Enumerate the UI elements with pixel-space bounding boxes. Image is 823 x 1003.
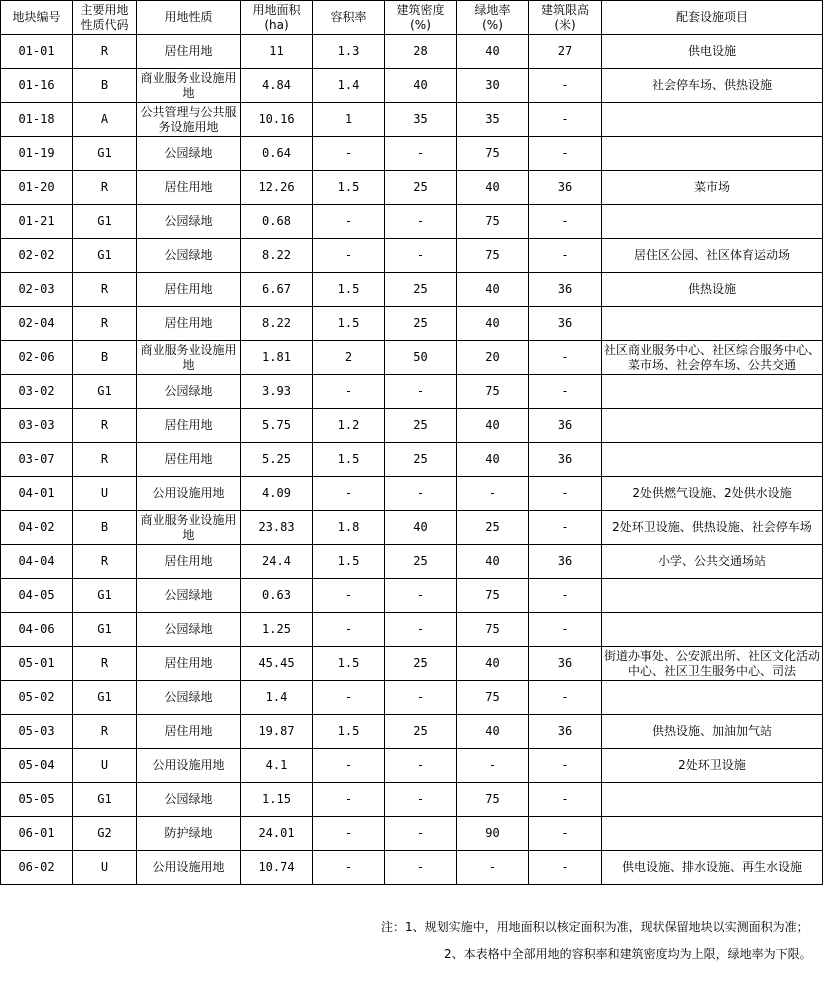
col-parcel-id: 01-20 xyxy=(1,171,73,205)
col-landuse-code: B xyxy=(73,511,137,545)
table-row xyxy=(1,681,823,715)
footnote-1: 注：1、规划实施中，用地面积以核定面积为准，现状保留地块以实测面积为准； xyxy=(381,920,809,934)
col-parcel-id: 02-04 xyxy=(1,307,73,341)
col-far: - xyxy=(313,239,385,273)
col-density: 40 xyxy=(385,511,457,545)
col-green-ratio: 75 xyxy=(457,239,529,273)
col-density: 25 xyxy=(385,171,457,205)
col-far: 1.3 xyxy=(313,35,385,69)
header-facilities xyxy=(602,1,823,35)
col-green-ratio: - xyxy=(457,749,529,783)
header-parcel-id xyxy=(1,1,73,35)
col-landuse-type: 公用设施用地 xyxy=(137,749,241,783)
table-row xyxy=(1,511,823,545)
col-facilities xyxy=(602,681,823,715)
col-density: 25 xyxy=(385,273,457,307)
col-facilities: 小学、公共交通场站 xyxy=(602,545,823,579)
col-landuse-code: G1 xyxy=(73,375,137,409)
header-height-limit xyxy=(529,1,602,35)
col-green-ratio: 40 xyxy=(457,307,529,341)
header-text: (%) xyxy=(410,17,431,32)
col-green-ratio: - xyxy=(457,477,529,511)
col-landuse-code: G1 xyxy=(73,205,137,239)
col-facilities xyxy=(602,613,823,647)
table-row xyxy=(1,35,823,69)
header-text: 主要用地 xyxy=(80,2,129,17)
table-row xyxy=(1,205,823,239)
col-area: 1.15 xyxy=(241,783,313,817)
col-landuse-type: 居住用地 xyxy=(137,409,241,443)
col-parcel-id: 02-06 xyxy=(1,341,73,375)
header-text: (米) xyxy=(554,17,576,32)
col-area: 4.09 xyxy=(241,477,313,511)
col-facilities: 街道办事处、公安派出所、社区文化活动中心、社区卫生服务中心、司法 xyxy=(602,647,823,681)
col-facilities: 2处环卫设施 xyxy=(602,749,823,783)
col-parcel-id: 01-16 xyxy=(1,69,73,103)
col-height-limit: - xyxy=(529,341,602,375)
table-row xyxy=(1,851,823,885)
col-height-limit: - xyxy=(529,749,602,783)
col-far: - xyxy=(313,579,385,613)
col-height-limit: - xyxy=(529,783,602,817)
col-landuse-type: 居住用地 xyxy=(137,545,241,579)
col-facilities xyxy=(602,817,823,851)
table-row xyxy=(1,409,823,443)
col-facilities: 菜市场 xyxy=(602,171,823,205)
col-facilities xyxy=(602,205,823,239)
col-green-ratio: 30 xyxy=(457,69,529,103)
header-area xyxy=(241,1,313,35)
col-density: 25 xyxy=(385,715,457,749)
col-far: 1.5 xyxy=(313,307,385,341)
col-area: 10.74 xyxy=(241,851,313,885)
col-landuse-code: G1 xyxy=(73,137,137,171)
table-row xyxy=(1,579,823,613)
col-far: 1.5 xyxy=(313,443,385,477)
col-far: 1.5 xyxy=(313,715,385,749)
col-parcel-id: 05-01 xyxy=(1,647,73,681)
table-row xyxy=(1,171,823,205)
col-height-limit: 36 xyxy=(529,715,602,749)
col-facilities: 供热设施、加油加气站 xyxy=(602,715,823,749)
col-landuse-type: 居住用地 xyxy=(137,307,241,341)
table-row xyxy=(1,817,823,851)
header-text: 容积率 xyxy=(330,10,367,24)
col-area: 11 xyxy=(241,35,313,69)
col-far: 1.2 xyxy=(313,409,385,443)
col-area: 0.64 xyxy=(241,137,313,171)
table-row xyxy=(1,613,823,647)
col-facilities xyxy=(602,443,823,477)
col-parcel-id: 04-06 xyxy=(1,613,73,647)
col-density: - xyxy=(385,681,457,715)
col-height-limit: - xyxy=(529,851,602,885)
table-row xyxy=(1,239,823,273)
col-parcel-id: 01-18 xyxy=(1,103,73,137)
col-landuse-code: U xyxy=(73,749,137,783)
col-density: - xyxy=(385,749,457,783)
col-green-ratio: 75 xyxy=(457,137,529,171)
col-height-limit: - xyxy=(529,103,602,137)
col-green-ratio: 75 xyxy=(457,375,529,409)
col-density: - xyxy=(385,817,457,851)
header-text: 性质代码 xyxy=(80,17,129,32)
col-landuse-code: G1 xyxy=(73,613,137,647)
header-far xyxy=(313,1,385,35)
col-parcel-id: 04-02 xyxy=(1,511,73,545)
col-area: 19.87 xyxy=(241,715,313,749)
table-row xyxy=(1,69,823,103)
col-height-limit: 36 xyxy=(529,171,602,205)
col-landuse-code: R xyxy=(73,307,137,341)
col-green-ratio: 40 xyxy=(457,545,529,579)
col-area: 5.75 xyxy=(241,409,313,443)
col-landuse-type: 公园绿地 xyxy=(137,137,241,171)
col-far: 1.5 xyxy=(313,545,385,579)
header-text: 地块编号 xyxy=(12,10,61,24)
col-parcel-id: 01-21 xyxy=(1,205,73,239)
col-landuse-type: 公用设施用地 xyxy=(137,851,241,885)
col-density: 28 xyxy=(385,35,457,69)
header-text: (ha) xyxy=(264,17,289,32)
col-green-ratio: 35 xyxy=(457,103,529,137)
col-area: 24.01 xyxy=(241,817,313,851)
col-landuse-code: B xyxy=(73,69,137,103)
col-landuse-code: R xyxy=(73,171,137,205)
col-height-limit: - xyxy=(529,69,602,103)
col-density: 25 xyxy=(385,545,457,579)
col-area: 23.83 xyxy=(241,511,313,545)
col-area: 1.4 xyxy=(241,681,313,715)
col-landuse-type: 居住用地 xyxy=(137,171,241,205)
col-landuse-type: 公园绿地 xyxy=(137,579,241,613)
header-text: 绿地率 xyxy=(474,2,511,17)
col-far: 1.4 xyxy=(313,69,385,103)
col-green-ratio: 75 xyxy=(457,579,529,613)
col-landuse-type: 商业服务业设施用地 xyxy=(137,69,241,103)
col-far: - xyxy=(313,375,385,409)
col-green-ratio: 40 xyxy=(457,443,529,477)
col-green-ratio: 25 xyxy=(457,511,529,545)
col-green-ratio: 40 xyxy=(457,715,529,749)
table-row xyxy=(1,783,823,817)
header-landuse-code xyxy=(73,1,137,35)
col-density: 25 xyxy=(385,409,457,443)
header-text: 配套设施项目 xyxy=(675,10,748,24)
col-height-limit: 36 xyxy=(529,545,602,579)
table-row xyxy=(1,647,823,681)
header-text: 用地性质 xyxy=(164,10,213,24)
table-row xyxy=(1,137,823,171)
col-facilities: 2处环卫设施、供热设施、社会停车场 xyxy=(602,511,823,545)
col-landuse-code: R xyxy=(73,273,137,307)
col-density: - xyxy=(385,477,457,511)
col-landuse-type: 居住用地 xyxy=(137,647,241,681)
col-density: 25 xyxy=(385,647,457,681)
col-parcel-id: 02-02 xyxy=(1,239,73,273)
col-density: - xyxy=(385,783,457,817)
col-far: - xyxy=(313,681,385,715)
col-facilities: 居住区公园、社区体育运动场 xyxy=(602,239,823,273)
col-height-limit: 36 xyxy=(529,443,602,477)
col-parcel-id: 05-04 xyxy=(1,749,73,783)
col-landuse-code: U xyxy=(73,851,137,885)
col-height-limit: - xyxy=(529,477,602,511)
col-landuse-code: B xyxy=(73,341,137,375)
col-parcel-id: 04-01 xyxy=(1,477,73,511)
col-green-ratio: 75 xyxy=(457,205,529,239)
table-row xyxy=(1,545,823,579)
col-facilities xyxy=(602,783,823,817)
col-landuse-code: A xyxy=(73,103,137,137)
col-height-limit: - xyxy=(529,137,602,171)
col-landuse-type: 商业服务业设施用地 xyxy=(137,511,241,545)
col-landuse-type: 公园绿地 xyxy=(137,205,241,239)
col-green-ratio: 75 xyxy=(457,783,529,817)
col-green-ratio: 90 xyxy=(457,817,529,851)
col-green-ratio: 75 xyxy=(457,613,529,647)
header-text: (%) xyxy=(482,17,503,32)
col-parcel-id: 03-07 xyxy=(1,443,73,477)
col-far: - xyxy=(313,817,385,851)
col-green-ratio: 75 xyxy=(457,681,529,715)
col-area: 1.25 xyxy=(241,613,313,647)
col-parcel-id: 03-03 xyxy=(1,409,73,443)
col-area: 4.84 xyxy=(241,69,313,103)
col-green-ratio: 40 xyxy=(457,409,529,443)
col-height-limit: - xyxy=(529,681,602,715)
col-landuse-code: U xyxy=(73,477,137,511)
col-facilities: 供电设施 xyxy=(602,35,823,69)
col-landuse-code: R xyxy=(73,409,137,443)
col-parcel-id: 05-03 xyxy=(1,715,73,749)
col-density: 50 xyxy=(385,341,457,375)
table-header-row xyxy=(1,1,823,35)
col-height-limit: 36 xyxy=(529,307,602,341)
col-landuse-code: G1 xyxy=(73,239,137,273)
col-height-limit: 36 xyxy=(529,273,602,307)
col-height-limit: - xyxy=(529,511,602,545)
col-landuse-type: 公园绿地 xyxy=(137,375,241,409)
col-landuse-code: R xyxy=(73,545,137,579)
header-density xyxy=(385,1,457,35)
col-area: 10.16 xyxy=(241,103,313,137)
table-row xyxy=(1,749,823,783)
col-density: 25 xyxy=(385,443,457,477)
col-landuse-type: 居住用地 xyxy=(137,273,241,307)
col-landuse-code: G1 xyxy=(73,579,137,613)
col-density: 35 xyxy=(385,103,457,137)
col-height-limit: - xyxy=(529,239,602,273)
footnote-2: 2、本表格中全部用地的容积率和建筑密度均为上限，绿地率为下限。 xyxy=(444,947,812,961)
col-landuse-type: 公园绿地 xyxy=(137,783,241,817)
col-landuse-code: R xyxy=(73,35,137,69)
col-density: - xyxy=(385,851,457,885)
col-landuse-type: 公园绿地 xyxy=(137,239,241,273)
col-far: - xyxy=(313,137,385,171)
col-landuse-type: 公共管理与公共服务设施用地 xyxy=(137,103,241,137)
col-landuse-type: 公园绿地 xyxy=(137,613,241,647)
table-row xyxy=(1,103,823,137)
header-landuse-type xyxy=(137,1,241,35)
header-text: 用地面积 xyxy=(252,2,301,17)
col-landuse-type: 居住用地 xyxy=(137,443,241,477)
col-far: 2 xyxy=(313,341,385,375)
col-area: 6.67 xyxy=(241,273,313,307)
col-parcel-id: 02-03 xyxy=(1,273,73,307)
col-green-ratio: - xyxy=(457,851,529,885)
col-far: 1.5 xyxy=(313,171,385,205)
col-area: 12.26 xyxy=(241,171,313,205)
col-landuse-code: R xyxy=(73,715,137,749)
col-far: - xyxy=(313,783,385,817)
col-landuse-type: 防护绿地 xyxy=(137,817,241,851)
col-facilities: 社会停车场、供热设施 xyxy=(602,69,823,103)
table-row xyxy=(1,477,823,511)
col-density: - xyxy=(385,137,457,171)
table-row xyxy=(1,341,823,375)
col-area: 0.63 xyxy=(241,579,313,613)
col-parcel-id: 03-02 xyxy=(1,375,73,409)
col-height-limit: - xyxy=(529,613,602,647)
col-far: 1.5 xyxy=(313,647,385,681)
col-height-limit: 36 xyxy=(529,409,602,443)
col-area: 4.1 xyxy=(241,749,313,783)
col-far: 1.8 xyxy=(313,511,385,545)
col-far: 1 xyxy=(313,103,385,137)
col-green-ratio: 40 xyxy=(457,35,529,69)
col-landuse-type: 居住用地 xyxy=(137,715,241,749)
col-height-limit: 36 xyxy=(529,647,602,681)
col-green-ratio: 40 xyxy=(457,171,529,205)
table-row xyxy=(1,375,823,409)
header-text: 建筑密度 xyxy=(396,2,445,17)
table-row xyxy=(1,715,823,749)
col-area: 8.22 xyxy=(241,239,313,273)
col-facilities: 社区商业服务中心、社区综合服务中心、菜市场、社会停车场、公共交通 xyxy=(602,341,823,375)
col-facilities xyxy=(602,409,823,443)
col-density: - xyxy=(385,613,457,647)
col-facilities xyxy=(602,307,823,341)
col-area: 3.93 xyxy=(241,375,313,409)
col-far: - xyxy=(313,613,385,647)
col-area: 0.68 xyxy=(241,205,313,239)
col-density: - xyxy=(385,205,457,239)
col-parcel-id: 05-05 xyxy=(1,783,73,817)
col-landuse-type: 居住用地 xyxy=(137,35,241,69)
table-body xyxy=(1,35,823,885)
col-area: 45.45 xyxy=(241,647,313,681)
col-far: - xyxy=(313,477,385,511)
col-far: 1.5 xyxy=(313,273,385,307)
col-density: - xyxy=(385,375,457,409)
col-far: - xyxy=(313,749,385,783)
col-height-limit: - xyxy=(529,205,602,239)
col-parcel-id: 05-02 xyxy=(1,681,73,715)
col-parcel-id: 04-04 xyxy=(1,545,73,579)
col-facilities: 2处供燃气设施、2处供水设施 xyxy=(602,477,823,511)
col-height-limit: - xyxy=(529,375,602,409)
col-landuse-code: G1 xyxy=(73,783,137,817)
table-row xyxy=(1,443,823,477)
col-landuse-code: G2 xyxy=(73,817,137,851)
col-green-ratio: 40 xyxy=(457,647,529,681)
col-landuse-code: R xyxy=(73,647,137,681)
col-parcel-id: 06-01 xyxy=(1,817,73,851)
col-facilities xyxy=(602,375,823,409)
col-height-limit: 27 xyxy=(529,35,602,69)
col-landuse-type: 公用设施用地 xyxy=(137,477,241,511)
col-height-limit: - xyxy=(529,579,602,613)
col-facilities xyxy=(602,579,823,613)
col-facilities: 供电设施、排水设施、再生水设施 xyxy=(602,851,823,885)
col-parcel-id: 04-05 xyxy=(1,579,73,613)
col-parcel-id: 06-02 xyxy=(1,851,73,885)
col-area: 1.81 xyxy=(241,341,313,375)
col-density: - xyxy=(385,239,457,273)
col-area: 5.25 xyxy=(241,443,313,477)
col-area: 24.4 xyxy=(241,545,313,579)
col-facilities xyxy=(602,137,823,171)
table-row xyxy=(1,307,823,341)
col-density: 25 xyxy=(385,307,457,341)
col-density: 40 xyxy=(385,69,457,103)
col-height-limit: - xyxy=(529,817,602,851)
header-green-ratio xyxy=(457,1,529,35)
table-row xyxy=(1,273,823,307)
col-green-ratio: 40 xyxy=(457,273,529,307)
col-facilities xyxy=(602,103,823,137)
col-far: - xyxy=(313,851,385,885)
col-parcel-id: 01-01 xyxy=(1,35,73,69)
col-far: - xyxy=(313,205,385,239)
col-parcel-id: 01-19 xyxy=(1,137,73,171)
col-green-ratio: 20 xyxy=(457,341,529,375)
col-landuse-code: G1 xyxy=(73,681,137,715)
col-density: - xyxy=(385,579,457,613)
col-landuse-code: R xyxy=(73,443,137,477)
col-landuse-type: 公园绿地 xyxy=(137,681,241,715)
header-text: 建筑限高 xyxy=(540,2,589,17)
col-landuse-type: 商业服务业设施用地 xyxy=(137,341,241,375)
col-facilities: 供热设施 xyxy=(602,273,823,307)
col-area: 8.22 xyxy=(241,307,313,341)
